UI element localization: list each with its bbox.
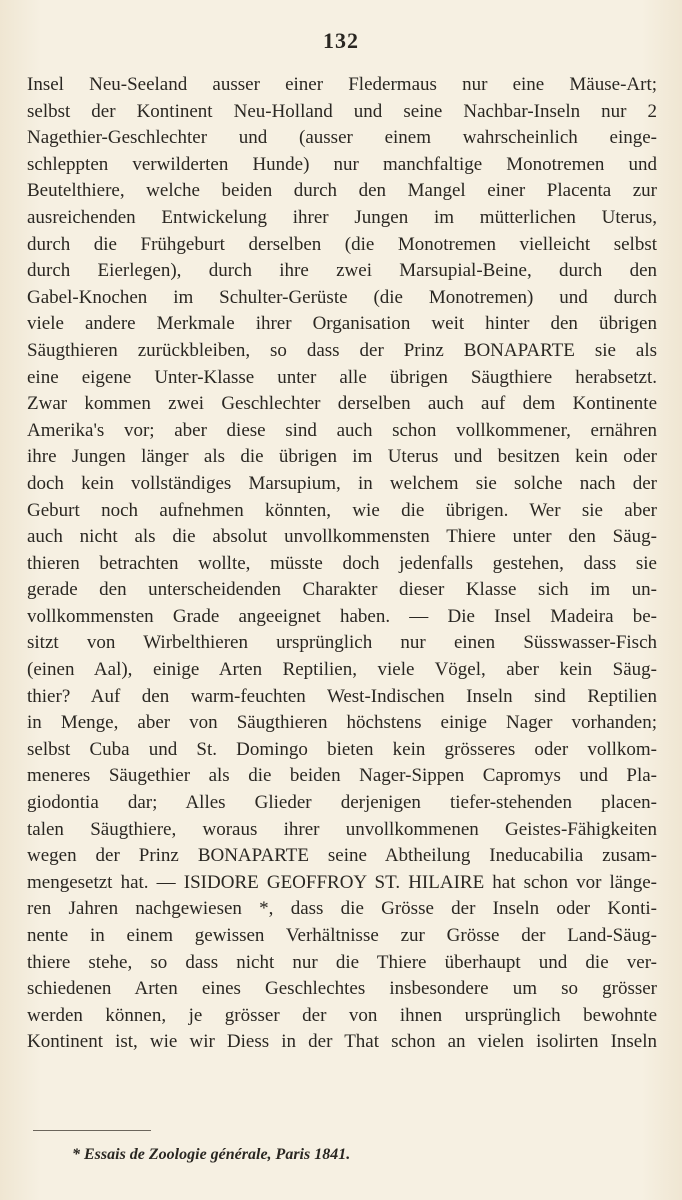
text-line: vollkommensten Grade angeeignet haben. — Die Insel Madeira be- [27,605,657,627]
text-line: ren Jahren nachgewiesen *, dass die Grösse der Inseln oder Konti- [27,898,657,920]
text-line: gerade den unterscheidenden Charakter dieser Klasse sich im un- [27,579,657,601]
text-line: selbst Cuba und St. Domingo bieten kein grösseres oder vollkom- [27,738,657,760]
text-line: (einen Aal), einige Arten Reptilien, viele Vögel, aber kein Säug- [27,659,657,681]
text-line: ausreichenden Entwickelung ihrer Jungen im mütterlichen Uterus, [27,206,657,228]
text-line: durch die Frühgeburt derselben (die Monotremen vielleicht selbst [27,233,657,255]
text-line: ihre Jungen länger als die übrigen im Uterus und besitzen kein oder [27,446,657,468]
text-line: Beutelthiere, welche beiden durch den Mangel einer Placenta zur [27,180,657,202]
text-line: schiedenen Arten eines Geschlechtes insbesondere um so grösser [27,978,657,1000]
text-line: Kontinent ist, wie wir Diess in der That schon an vielen isolirten Inseln [27,1031,657,1053]
text-line: Zwar kommen zwei Geschlechter derselben auch auf dem Kontinente [27,393,657,415]
text-line: nente in einem gewissen Verhältnisse zur Grösse der Land-Säug- [27,925,657,946]
text-line: Säugthieren zurückbleiben, so dass der Prinz BONAPARTE sie als [27,339,657,361]
text-line: talen Säugthiere, woraus ihrer unvollkommenen Geistes-Fähigkeiten [27,818,657,840]
text-line: wegen der Prinz BONAPARTE seine Abtheilung Ineducabilia zusam- [27,845,657,867]
text-line: thier? Auf den warm-feuchten West-Indischen Inseln sind Reptilien [27,685,657,707]
text-line: giodontia dar; Alles Glieder derjenigen tiefer-stehenden placen- [27,792,657,814]
text-line: sitzt von Wirbelthieren ursprünglich nur einen Süsswasser-Fisch [27,632,657,654]
page-number: 132 [323,28,359,53]
footnote: * Essais de Zoologie générale, Paris 1841. [72,1146,351,1163]
text-line: doch kein vollständiges Marsupium, in welchem sie solche nach der [27,472,657,494]
text-line: durch Eierlegen), durch ihre zwei Marsupial-Beine, durch den [27,260,657,282]
text-line: eine eigene Unter-Klasse unter alle übrigen Säugthiere herabsetzt. [27,366,657,388]
text-line: in Menge, aber von Säugthieren höchstens einige Nager vorhanden; [27,712,657,734]
body-text [27,72,657,1056]
text-line: meneres Säugethier als die beiden Nager-Sippen Capromys und Pla- [27,765,657,787]
text-line: Insel Neu-Seeland ausser einer Fledermaus nur eine Mäuse-Art; [27,74,657,95]
text-line: thiere stehe, so dass nicht nur die Thiere überhaupt und die ver- [27,951,657,973]
text-line: auch nicht als die absolut unvollkommensten Thiere unter den Säug- [27,526,657,548]
text-line: Amerika's vor; aber diese sind auch schon vollkommener, ernähren [27,419,657,441]
text-line: viele andere Merkmale ihrer Organisation weit hinter den übrigen [27,313,657,335]
text-line: thieren betrachten wollte, müsste doch jedenfalls gestehen, dass sie [27,552,657,574]
text-line: selbst der Kontinent Neu-Holland und seine Nachbar-Inseln nur 2 [27,100,657,122]
text-line: mengesetzt hat. — ISIDORE GEOFFROY ST. HILAIRE hat schon vor länge- [27,871,657,893]
text-line: Nagethier-Geschlechter und (ausser einem wahrscheinlich einge- [27,127,657,149]
text-line: Geburt noch aufnehmen könnten, wie die übrigen. Wer sie aber [27,499,657,521]
text-line: werden können, je grösser der von ihnen ursprünglich bewohnte [27,1004,657,1026]
text-line: schleppten verwilderten Hunde) nur manchfaltige Monotremen und [27,153,657,175]
footnote-divider [33,1130,151,1131]
text-line: Gabel-Knochen im Schulter-Gerüste (die Monotremen) und durch [27,286,657,308]
